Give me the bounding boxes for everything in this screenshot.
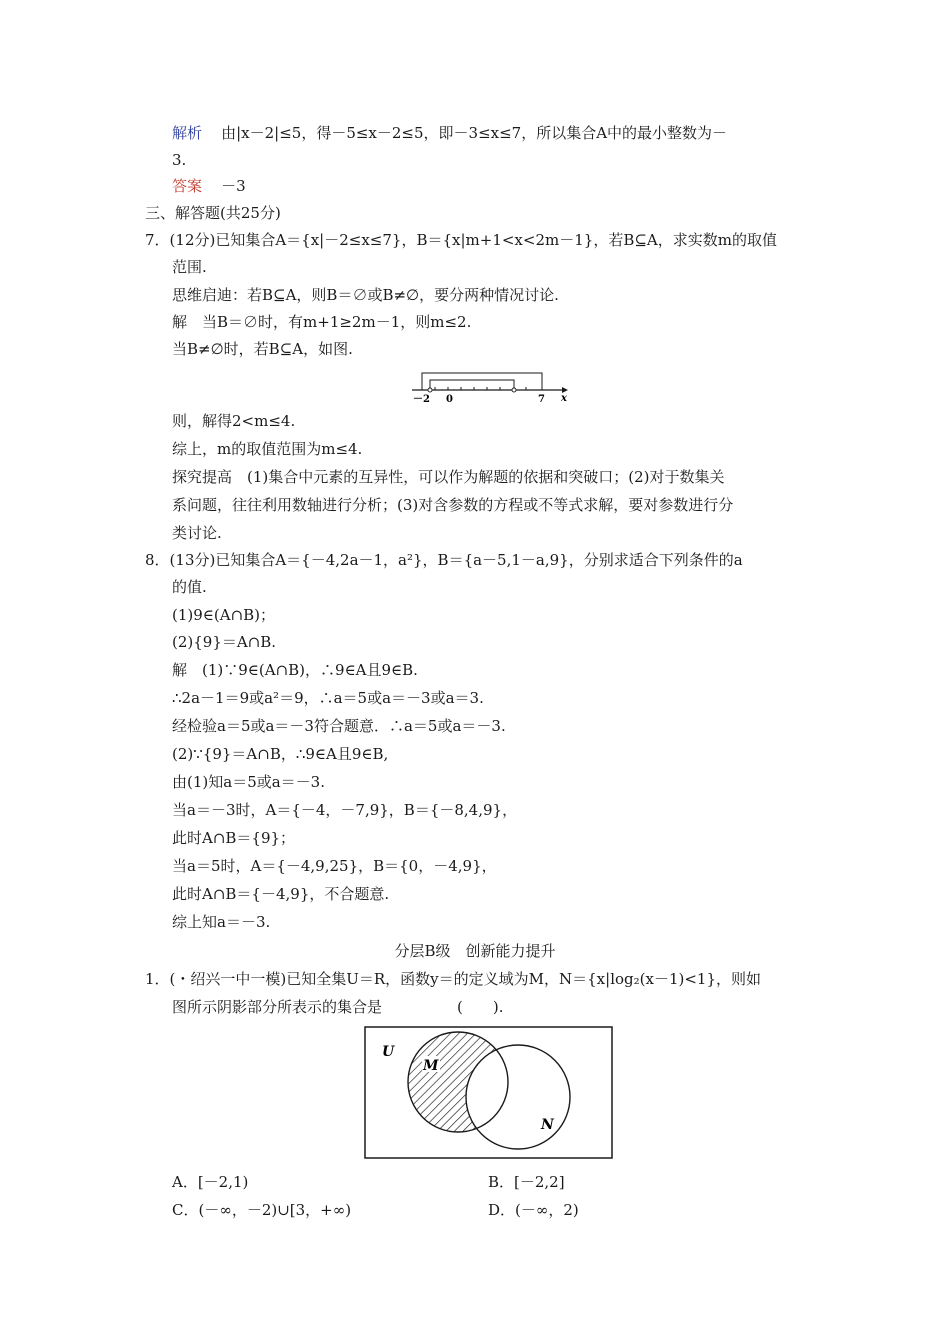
- problem8-solution-7: 此时A∩B＝{9}；: [172, 829, 296, 847]
- problem7-solution-1: 解 当B＝∅时，有m+1≥2m－1，则m≤2.: [172, 313, 472, 331]
- label-minus-two: －2: [413, 394, 430, 404]
- label-axis-x: x: [561, 393, 567, 404]
- problem7-extension-2: 系问题，往往利用数轴进行分析；(3)对含参数的方程或不等式求解，要对参数进行分: [172, 496, 734, 514]
- answer-tag: 答案: [172, 177, 203, 195]
- problem8-solution-9: 此时A∩B＝{－4,9}，不合题意.: [172, 885, 390, 903]
- option-b: B．[－2,2]: [488, 1173, 565, 1191]
- analysis-line: [172, 122, 727, 144]
- problem8-conclusion: 综上知a＝－3.: [172, 913, 271, 931]
- problem7-statement: 7．(12分)已知集合A＝{x|－2≤x≤7}，B＝{x|m+1<x<2m－1}，若B⊆A，求实数m的取值: [145, 231, 777, 249]
- label-set-n: N: [541, 1117, 554, 1133]
- problem8-statement-cont: 的值.: [172, 578, 207, 596]
- problem7-conclusion: 综上，m的取值范围为m≤4.: [172, 440, 363, 458]
- problem8-solution-2: ∴2a－1＝9或a²＝9，∴a＝5或a＝－3或a＝3.: [172, 689, 484, 707]
- problem8-solution-1: 解 (1)∵9∈(A∩B)，∴9∈A且9∈B.: [172, 661, 418, 679]
- problem7-solution-2: 当B≠∅时，若B⊆A，如图.: [172, 340, 353, 358]
- option-c: C．(－∞，－2)∪[3，+∞): [172, 1201, 352, 1219]
- answer-value: －3: [221, 177, 246, 195]
- problem7-statement-cont: 范围.: [172, 258, 207, 276]
- label-universe-u: U: [382, 1044, 395, 1060]
- problem8-solution-6: 当a＝－3时，A＝{－4，－7,9}，B＝{－8,4,9}，: [172, 801, 518, 819]
- label-zero: 0: [446, 394, 453, 404]
- problem7-extension-3: 类讨论.: [172, 524, 222, 542]
- option-a: A．[－2,1): [172, 1173, 249, 1191]
- problem7-hint: 思维启迪：若B⊆A，则B＝∅或B≠∅，要分两种情况讨论.: [172, 286, 559, 304]
- answer-line: [172, 175, 246, 197]
- problem8-solution-5: 由(1)知a＝5或a＝－3.: [172, 773, 325, 791]
- analysis-tag: 解析: [172, 124, 203, 142]
- problem8-statement: 8．(13分)已知集合A＝{－4,2a－1，a²}，B＝{a－5,1－a,9}，分别求适合下列条件的a: [145, 551, 743, 569]
- problemB1-statement: 1．(・绍兴一中一模)已知全集U＝R，函数y＝的定义域为M，N＝{x|log₂(x－1)<1}，则如: [145, 970, 762, 988]
- analysis-text: 由|x－2|≤5，得－5≤x－2≤5，即－3≤x≤7，所以集合A中的最小整数为－: [221, 124, 728, 142]
- level-b-heading: 分层B级 创新能力提升: [394, 942, 556, 960]
- problem8-solution-8: 当a＝5时，A＝{－4,9,25}，B＝{0，－4,9}，: [172, 857, 497, 875]
- label-seven: 7: [538, 394, 545, 404]
- section-heading: 三、解答题(共25分): [145, 204, 281, 222]
- problem7-extension-1: 探究提高 (1)集合中元素的互异性，可以作为解题的依据和突破口；(2)对于数集关: [172, 468, 725, 486]
- analysis-continuation: 3.: [172, 151, 187, 169]
- venn-diagram: [364, 1026, 614, 1160]
- problem8-condition-2: (2){9}＝A∩B.: [172, 633, 277, 651]
- problem7-solution-3: 则，解得2<m≤4.: [172, 412, 296, 430]
- problem8-condition-1: (1)9∈(A∩B)；: [172, 606, 276, 624]
- label-set-m: M: [423, 1058, 439, 1074]
- problem8-solution-3: 经检验a＝5或a＝－3符合题意．∴a＝5或a＝－3.: [172, 717, 506, 735]
- number-line-figure: [408, 368, 572, 404]
- problemB1-statement-cont: 图所示阴影部分所表示的集合是 ( ).: [172, 998, 504, 1016]
- problem8-solution-4: (2)∵{9}＝A∩B，∴9∈A且9∈B,: [172, 745, 389, 763]
- option-d: D．(－∞，2): [488, 1201, 579, 1219]
